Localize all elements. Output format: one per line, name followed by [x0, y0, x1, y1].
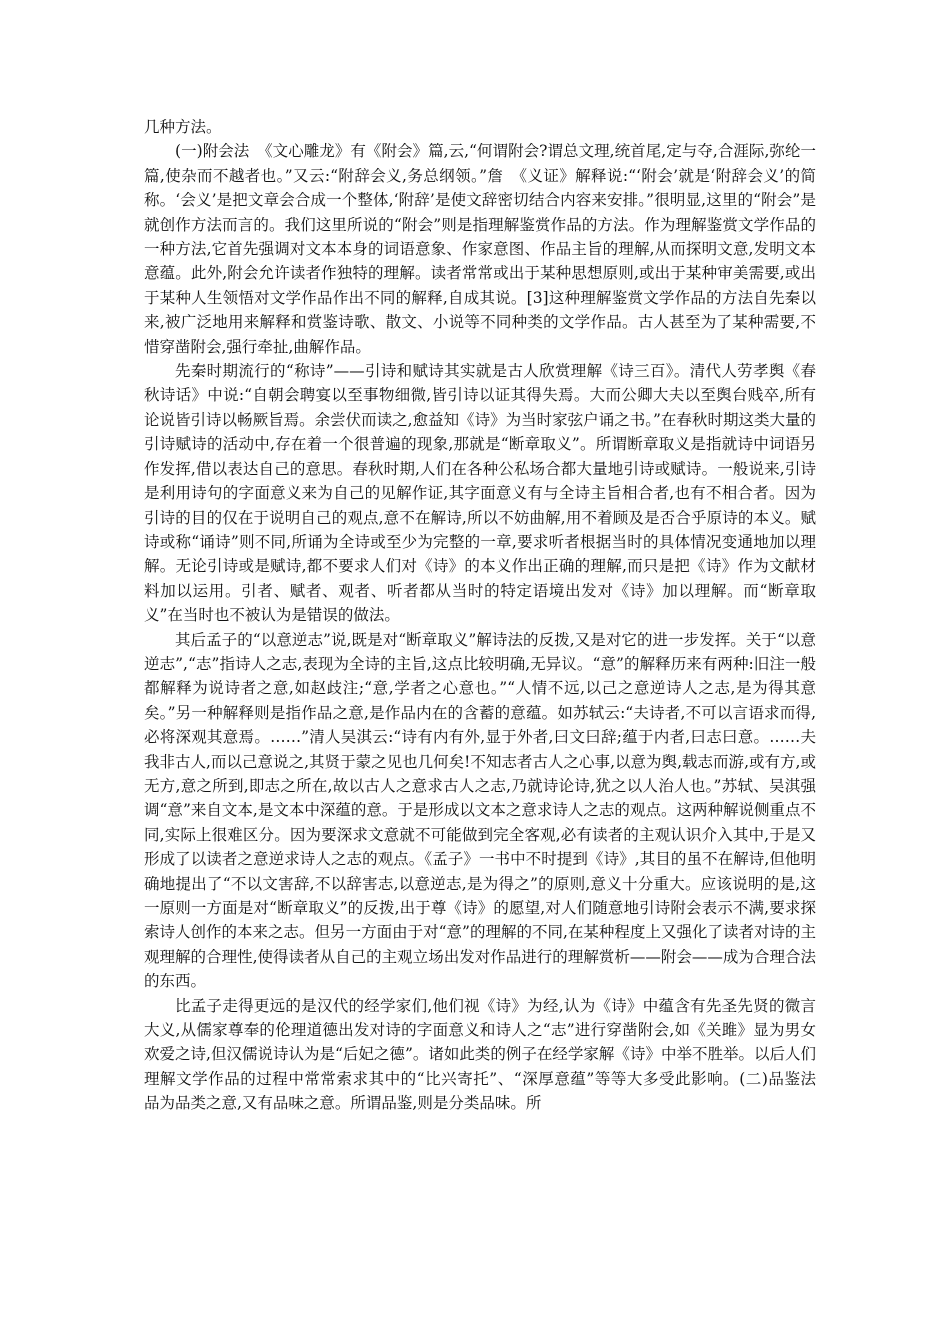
paragraph-fuhui-method: (一)附会法 《文心雕龙》有《附会》篇,云,“何谓附会?谓总文理,统首尾,定与夺,合涯际,弥纶一篇,使杂而不越者也。”又云:“附辞会义,务总纲领。”詹 《义证》解释说:“‘附会’就是‘附辞会义’的简称。‘会义’是把文章会合成一个整体,‘附辞’是使文辞密切结合内容来安排。”很明显,这里的“附会”是就创作方法而言的。我们这里所说的“附会”则是指理解鉴赏作品的方法。作为理解鉴赏文学作品的一种方法,它首先强调对文本本身的词语意象、作家意图、作品主旨的理解,从而探明文意,发明文本意蕴。此外,附会允许读者作独特的理解。读者常常或出于某种思想原则,或出于某种审美需要,或出于某种人生领悟对文学作品作出不同的解释,自成其说。[3]这种理解鉴赏文学作品的方法自先秦以来,被广泛地用来解释和赏鉴诗歌、散文、小说等不同种类的文学作品。古人甚至为了某种需要,不惜穿凿附会,强行牵扯,曲解作品。 [144, 142, 816, 356]
document-body [144, 115, 832, 1116]
paragraph-handai-jingxue: 比孟子走得更远的是汉代的经学家们,他们视《诗》为经,认为《诗》中蕴含有先圣先贤的微言大义,从儒家尊奉的伦理道德出发对诗的字面意义和诗人之“志”进行穿凿附会,如《关雎》显为男女欢爱之诗,但汉儒说诗认为是“后妃之德”。诸如此类的例子在经学家解《诗》中举不胜举。以后人们理解文学作品的过程中常常索求其中的“比兴寄托”、“深厚意蕴”等等大多受此影响。(二)品鉴法 品为品类之意,又有品味之意。所谓品鉴,则是分类品味。所 [144, 996, 832, 1113]
paragraph-xianqin-chengshi: 先秦时期流行的“称诗”——引诗和赋诗其实就是古人欣赏理解《诗三百》。清代人劳孝舆《春秋诗话》中说:“自朝会聘宴以至事物细微,皆引诗以证其得失焉。大而公卿大夫以至舆台贱卒,所有论说皆引诗以畅厥旨焉。余尝伏而读之,愈益知《诗》为当时家弦户诵之书。”在春秋时期这类大量的引诗赋诗的活动中,存在着一个很普遍的现象,那就是“断章取义”。所谓断章取义是指就诗中词语另作发挥,借以表达自己的意思。春秋时期,人们在各种公私场合都大量地引诗或赋诗。一般说来,引诗是利用诗句的字面意义来为自己的见解作证,其字面意义有与全诗主旨相合者,也有不相合者。因为引诗的目的仅在于说明自己的观点,意不在解诗,所以不妨曲解,用不着顾及是否合乎原诗的本义。赋诗或称“诵诗”则不同,所诵为全诗或至少为完整的一章,要求听者根据当时的具体情况变通地加以理解。无论引诗或是赋诗,都不要求人们对《诗》的本义作出正确的理解,而只是把《诗》作为文献材料加以运用。引者、赋者、观者、听者都从当时的特定语境出发对《诗》加以理解。而“断章取义”在当时也不被认为是错误的做法。 [144, 362, 816, 625]
paragraph-continuation: 几种方法。 [144, 118, 222, 136]
paragraph-mengzi-yiyinizhi: 其后孟子的“以意逆志”说,既是对“断章取义”解诗法的反拨,又是对它的进一步发挥。关于“以意逆志”,“志”指诗人之志,表现为全诗的主旨,这点比较明确,无异议。“意”的解释历来有两种:旧注一般都解释为说诗者之意,如赵歧注;“意,学者之心意也。”“人情不远,以己之意逆诗人之志,是为得其意矣。”另一种解释则是指作品之意,是作品内在的含蓄的意蕴。如苏轼云:“夫诗者,不可以言语求而得,必将深观其意焉。……”清人吴淇云:“诗有内有外,显于外者,曰文曰辞;蕴于内者,曰志曰意。……夫我非古人,而以己意说之,其贤于蒙之见也几何矣!不知志者古人之心事,以意为舆,载志而游,或有方,或无方,意之所到,即志之所在,故以古人之意求古人之志,乃就诗论诗,犹之以人治人也。”苏轼、吴淇强调“意”来自文本,是文本中深蕴的意。于是形成以文本之意求诗人之志的观点。这两种解说侧重点不同,实际上很难区分。因为要深求文意就不可能做到完全客观,必有读者的主观认识介入其中,于是又形成了以读者之意逆求诗人之志的观点。《孟子》一书中不时提到《诗》,其目的虽不在解诗,但他明确地提出了“不以文害辞,不以辞害志,以意逆志,是为得之”的原则,意义十分重大。应该说明的是,这一原则一方面是对“断章取义”的反拨,出于尊《诗》的愿望,对人们随意地引诗附会表示不满,要求探索诗人创作的本来之志。但另一方面由于对“意”的理解的不同,在某种程度上又强化了读者对诗的主观理解的合理性,使得读者从自己的主观立场出发对作品进行的理解赏析——附会——成为合理合法的东西。 [144, 630, 816, 991]
